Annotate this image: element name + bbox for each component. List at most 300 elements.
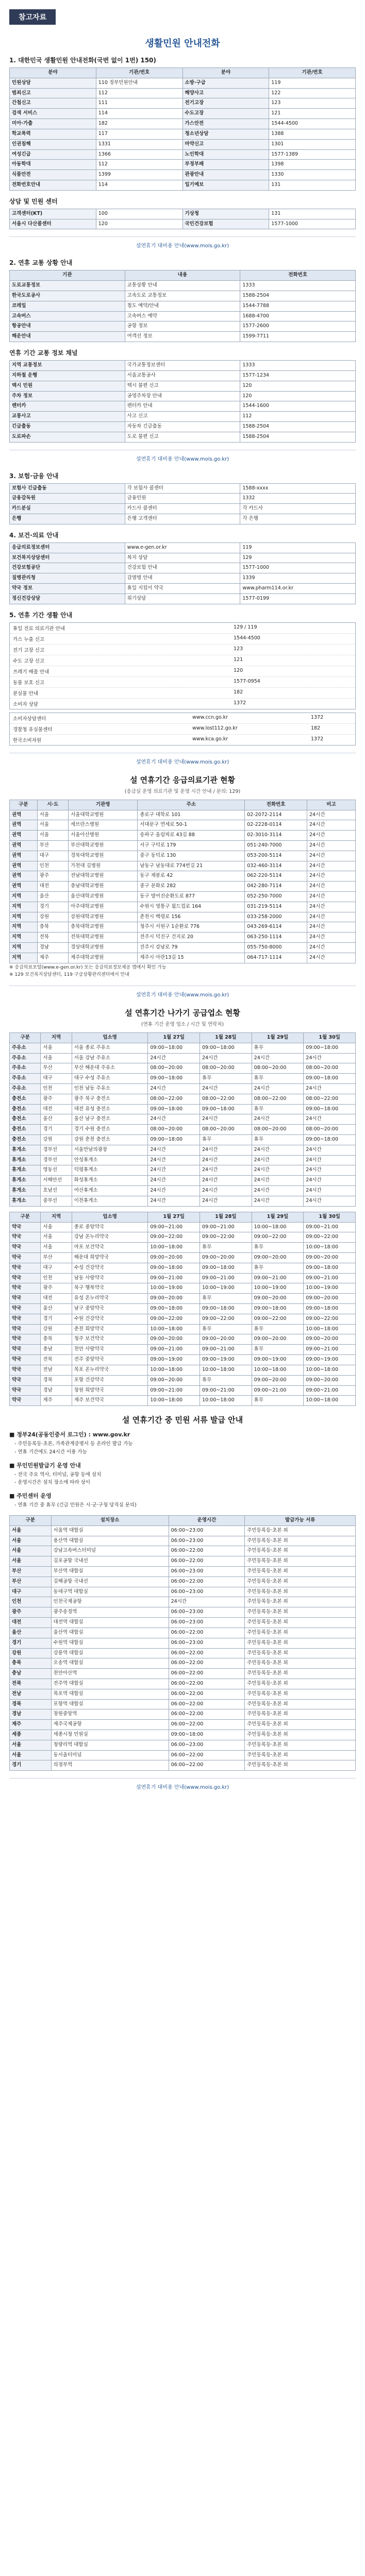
table-cell: 1330 [269,170,356,180]
table-cell: 24시간 [307,851,356,861]
table-cell: 02-2228-0114 [245,820,307,831]
table-row [10,98,356,109]
table-cell: 1599-7711 [240,332,356,342]
table-row [10,1232,356,1243]
table-cell: 마포 보건약국 [72,1243,148,1253]
section1-body [10,78,356,190]
table-cell: 042-280-7114 [245,882,307,892]
table-row [10,139,356,149]
table-cell: 10:00~19:00 [252,1283,304,1294]
table-cell: 주유소 [10,1063,41,1074]
table-cell: 부산 [10,1577,52,1587]
contact-link[interactable]: www.lost112.go.kr [192,725,238,731]
table-row [10,1750,356,1760]
table-cell: 전북 [41,1355,72,1365]
table-cell: 02-3010-3114 [245,831,307,841]
table-cell: 마약신고 [182,139,269,149]
table-cell: 24시간 [148,1155,200,1165]
table-cell: 서구 구덕로 179 [138,840,245,851]
list-item-label: 휴일 진료 의료기관 안내 [13,625,65,632]
table-cell: 09:00~19:00 [252,1355,304,1365]
table-cell: 1333 [240,281,356,291]
kiosk-table-body [10,1526,356,1771]
table-row [10,504,356,514]
table-cell: 10:00~19:00 [148,1283,200,1294]
table-cell: 서울 [37,831,68,841]
table-cell: 강릉역 대합실 [51,1648,169,1658]
table-cell: 미아·가출 [10,119,96,129]
supply-table-title: 설 연휴기간 나가기 공급업소 현황 [125,1008,240,1018]
table-cell: 광주 [10,1607,52,1618]
table-row [10,361,356,371]
table-row [10,78,356,88]
list-item [10,666,355,677]
table-cell: 인천 [37,861,68,871]
table-row [10,1053,356,1063]
table-cell: 1339 [240,573,356,584]
table-cell: 09:00~22:00 [148,1314,200,1324]
table-cell: 주민등록등·초본 외 [245,1536,356,1546]
table-cell: 주민등록등·초본 외 [245,1648,356,1658]
table-cell: 24시간 [304,1196,356,1206]
table-cell: 철도 예약/안내 [125,301,240,311]
table-cell: 천안아산역 [51,1669,169,1679]
table-cell: 해운대 희망약국 [72,1252,148,1263]
list-item-value: 129 / 119 [234,624,257,630]
table-row [10,1709,356,1720]
column-header: 분야 [10,68,96,78]
table-cell: 강남 온누리약국 [72,1232,148,1243]
table-cell: 110 정부민원안내 [96,78,182,88]
column-header: 기관/번호 [269,68,356,78]
table-row [10,882,356,892]
table-cell: 택시 불편 신고 [125,381,240,391]
table-cell: 053-200-5114 [245,851,307,861]
table-row [10,594,356,604]
table-cell: 경북대학교병원 [69,851,138,861]
table-cell: 24시간 [200,1114,252,1125]
table-cell: 주민등록등·초본 외 [245,1526,356,1536]
emergency-table-title: 설 연휴기간 응급의료기관 현황 [129,775,236,785]
list-item-value: 120 [234,667,243,673]
table-cell: 용산역 대합실 [51,1536,169,1546]
table-cell: 서울 [10,1536,52,1546]
table-cell: 부산 [10,1567,52,1577]
section2b-title: 연휴 기간 교통 정보 채널 [9,349,78,357]
table-cell: 24시간 [148,1165,200,1176]
table-cell: 휴무 [200,1135,252,1145]
table-cell: 06:00~22:00 [169,1709,245,1720]
table-cell: 09:00~22:00 [304,1232,356,1243]
text-line: - 주민등록등·초본, 가족관계증명서 등 온라인 발급 가능 [14,1441,133,1447]
table-cell: 24시간 [307,953,356,963]
table-row [10,281,356,291]
table-cell: 경남 [37,943,68,953]
table-cell: 여객선 정보 [125,332,240,342]
table-cell: 24시간 [304,1083,356,1094]
table-row [10,291,356,301]
table-cell: 강원 [41,1135,72,1145]
table-row [10,1243,356,1253]
table-cell: 창원 희망약국 [72,1385,148,1396]
table-cell: 제주 보건약국 [72,1396,148,1406]
table-cell: 09:00~20:00 [148,1294,200,1304]
table-cell: 09:00~22:00 [252,1232,304,1243]
table-cell: 서울 [41,1232,72,1243]
contact-link[interactable]: www.kca.go.kr [192,736,228,742]
table-row [10,943,356,953]
table-cell: 09:00~20:00 [200,1252,252,1263]
note-line: ※ 응급의료포털(www.e-gen.or.kr) 또는 응급의료정보제공 앱에서 확인 가능 [9,964,167,970]
table-cell: 24시간 [200,1176,252,1186]
column-header: 주소 [138,800,245,810]
table-cell: 휴게소 [10,1176,41,1186]
table-cell: 약국 [10,1294,41,1304]
table-cell: 주민등록등·초본 외 [245,1658,356,1669]
table-cell: 카드분실 [10,504,125,514]
section4-title: 4. 보건·의료 안내 [9,531,59,539]
contact-text: 182 [311,725,321,731]
table-cell: 24시간 [169,1597,245,1607]
table-cell: 해양사고 [182,88,269,98]
text-line: - 연휴 기간 중 휴무 (긴급 민원은 시·군·구청 당직실 문의) [14,1502,137,1509]
table-cell: 08:00~22:00 [148,1094,200,1104]
table-row [10,119,356,129]
table-row [10,1043,356,1053]
table-row [10,219,356,229]
table-cell: 약국 [10,1243,41,1253]
section5-title: 5. 연휴 기간 생활 안내 [9,611,73,619]
table-cell: 창원중앙역 [51,1709,169,1720]
table-cell: 서울역 대합실 [51,1526,169,1536]
table-cell: 112 [240,412,356,422]
section4-body [10,543,356,604]
table-cell: 대구 [37,851,68,861]
column-header: 구분 [10,1515,52,1526]
table-cell: 121 [269,109,356,119]
table-cell: 24시간 [148,1176,200,1186]
section3-body [10,483,356,524]
table-cell: 10:00~18:00 [148,1396,200,1406]
table-row [10,1536,356,1546]
table-cell: 서울 [37,820,68,831]
table-cell: 경북 [41,1375,72,1385]
table-cell: 인천 [41,1083,72,1094]
supply-table-body [10,1043,356,1206]
table-cell: 소방·구급 [182,78,269,88]
table-cell: 약국 [10,1222,41,1232]
table-cell: 111 [96,98,182,109]
table-cell: 06:00~23:00 [169,1607,245,1618]
table-cell: 09:00~18:00 [200,1263,252,1273]
table-header-row [10,68,356,78]
table-cell: 122 [269,88,356,98]
table-cell: 24시간 [148,1186,200,1196]
table-cell: 24시간 [200,1186,252,1196]
table-cell: 주민등록등·초본 외 [245,1546,356,1556]
table-cell: 09:00~20:00 [304,1252,356,1263]
table-cell: 06:00~23:00 [169,1536,245,1546]
column-header: 내용 [125,270,240,281]
column-header: 1월 28일 [200,1212,252,1222]
table-cell: 권역 [10,861,38,871]
table-row [10,553,356,563]
table-cell: 대전 유성 충전소 [72,1104,148,1114]
column-header: 시·도 [37,800,68,810]
table-row [10,933,356,943]
table-cell: 휴무 [200,1074,252,1084]
table-cell: 24시간 [252,1083,304,1094]
table-cell: 08:00~22:00 [304,1094,356,1104]
table-cell: 06:00~23:00 [169,1526,245,1536]
emergency-table [9,800,356,963]
table-cell: 휴게소 [10,1165,41,1176]
table-row [10,1648,356,1658]
table-row [10,1263,356,1273]
table-cell: 세브란스병원 [69,820,138,831]
table-row [10,514,356,524]
table-cell: 휴게소 [10,1155,41,1165]
table-cell: 약국 [10,1334,41,1345]
table-row [10,180,356,190]
table-cell: 지역 교통정보 [10,361,125,371]
table-cell: 10:00~18:00 [148,1324,200,1334]
list-item-label: 동물 보호 신고 [13,680,45,686]
table-cell: 울산 [41,1114,72,1125]
table-cell: 각 보험사 콜센터 [125,483,240,494]
table-cell: 051-240-7000 [245,840,307,851]
table-cell: 제주 [10,1720,52,1730]
table-cell: 09:00~22:00 [200,1314,252,1324]
table-row [10,1638,356,1648]
table-cell: 택시 민원 [10,381,125,391]
list-item-value: 182 [234,689,243,695]
table-cell: 10:00~19:00 [200,1283,252,1294]
table-cell: 종로구 대학로 101 [138,810,245,820]
table-cell: 06:00~22:00 [169,1750,245,1760]
table-cell: 043-269-6114 [245,922,307,933]
table-row [10,370,356,381]
table-cell: 1577-2600 [240,321,356,332]
table-cell: 충전소 [10,1104,41,1114]
table-cell: 09:00~22:00 [252,1314,304,1324]
table-cell: 서울시 다산콜센터 [10,219,96,229]
table-cell: 전북 [37,933,68,943]
table-cell: 09:00~21:00 [148,1345,200,1355]
table-cell: 감염병 안내 [125,573,240,584]
table-cell: 도로 불편 신고 [125,432,240,442]
list-item-label: 수도 고장 신고 [13,658,45,664]
table-cell: 울산역 대합실 [51,1628,169,1638]
table-row [10,391,356,401]
table-cell: 08:00~22:00 [200,1094,252,1104]
table-cell: 09:00~21:00 [304,1222,356,1232]
column-header: 지역 [41,1032,72,1043]
list-item [10,699,355,709]
table-cell: 수성 건강약국 [72,1263,148,1273]
table-row [10,1658,356,1669]
table-cell: 서울만남의광장 [72,1145,148,1155]
table-cell: 117 [96,129,182,139]
table-cell: 09:00~20:00 [200,1334,252,1345]
table-cell: 24시간 [307,892,356,902]
table-cell: 공항 정보 [125,321,240,332]
table-cell: 서울 [10,1750,52,1760]
table-row [10,149,356,160]
table-cell: 약국 [10,1355,41,1365]
table-cell: 08:00~20:00 [200,1063,252,1074]
table-cell: 검색 서비스 [10,109,96,119]
table-cell: 06:00~22:00 [169,1658,245,1669]
table-row [10,1730,356,1740]
column-header: 구분 [10,800,38,810]
table-cell: 동대구역 대합실 [51,1587,169,1597]
table-cell: 24시간 [148,1196,200,1206]
table-cell: 건강보험 안내 [125,563,240,573]
table-row [10,1628,356,1638]
table-cell: 약국 [10,1375,41,1385]
section1b-table [9,209,356,230]
table-cell: 지역 [10,943,38,953]
table-cell: 경부선 [41,1145,72,1155]
table-cell: 휴게소 [10,1145,41,1155]
table-cell: 카드사 콜센터 [125,504,240,514]
table-cell: 10:00~18:00 [200,1396,252,1406]
table-cell: 울산 [41,1304,72,1314]
pharmacy-table [9,1212,356,1406]
table-cell: 목포역 대합실 [51,1689,169,1699]
table-cell: 국민건강보험 [182,219,269,229]
table-cell: 지역 [10,953,38,963]
table-cell: 1588-xxxx [240,483,356,494]
section2-table [9,270,356,342]
civil-docs-lines [9,1430,356,1509]
table-cell: 해운안내 [10,332,125,342]
table-cell: 강원 [41,1324,72,1334]
table-cell: 09:00~18:00 [148,1074,200,1084]
table-row [10,1699,356,1709]
table-cell: 울산 [37,892,68,902]
table-cell: 24시간 [200,1083,252,1094]
section1-title: 1. 대한민국 생활민원 안내전화(국번 없이 1번) 150) [9,57,156,64]
table-cell: 09:00~19:00 [148,1355,200,1365]
page-footer: 설연휴기 대비용 안내(www.mois.go.kr) [9,450,356,462]
table-cell: 24시간 [252,1186,304,1196]
table-cell: 08:00~20:00 [200,1125,252,1135]
table-cell: 지역 [10,892,38,902]
table-cell: 09:00~20:00 [148,1334,200,1345]
table-cell: 전기고장 [182,98,269,109]
table-cell: 휴무 [252,1396,304,1406]
table-cell: 24시간 [307,861,356,871]
table-cell: 충북대학교병원 [69,922,138,933]
table-cell: 경부선 [41,1155,72,1165]
table-cell: 진주시 강남로 79 [138,943,245,953]
table-header-row [10,1212,356,1222]
table-cell: 서울대학교병원 [69,810,138,820]
table-row [10,1587,356,1597]
table-cell: 서울 [41,1053,72,1063]
table-cell: 남동구 남동대로 774번길 21 [138,861,245,871]
table-cell: 09:00~18:00 [200,1104,252,1114]
table-cell: 09:00~21:00 [252,1273,304,1283]
table-cell: 09:00~20:00 [304,1294,356,1304]
table-cell: 약국 [10,1385,41,1396]
table-cell: 주민등록등·초본 외 [245,1760,356,1771]
table-cell: 1399 [96,170,182,180]
table-cell: 부산대학교병원 [69,840,138,851]
table-cell: 휴무 [252,1104,304,1114]
table-row [10,1273,356,1283]
table-row [10,332,356,342]
table-cell: 대전 [10,1618,52,1628]
table-cell: 전화번호안내 [10,180,96,190]
table-cell: 08:00~20:00 [252,1125,304,1135]
table-row [10,1186,356,1196]
table-cell: 24시간 [148,1083,200,1094]
table-row [10,1074,356,1084]
table-cell: www.pharm114.or.kr [240,584,356,594]
table-cell: 충남 [10,1669,52,1679]
table-cell: 세종 [10,1730,52,1740]
table-cell: 112 [96,88,182,98]
table-cell: 전북대학교병원 [69,933,138,943]
kiosk-table [9,1515,356,1771]
table-row [10,1526,356,1536]
table-cell: 09:00~18:00 [148,1304,200,1314]
table-cell: 09:00~21:00 [200,1385,252,1396]
table-cell: 24시간 [148,1053,200,1063]
table-row [10,861,356,871]
list-item-label: 전기 고장 신고 [13,647,45,653]
table-cell: 강원 춘천 충전소 [72,1135,148,1145]
table-cell: 고속버스 [10,311,125,321]
column-header: 기관/번호 [96,68,182,78]
table-cell: 서해안선 [41,1176,72,1186]
table-cell: 전주시 덕진구 건지로 20 [138,933,245,943]
table-cell: 10:00~18:00 [252,1365,304,1375]
contact-link[interactable]: www.ccn.go.kr [192,714,228,720]
table-cell: 휴무 [252,1243,304,1253]
table-cell: 24시간 [200,1196,252,1206]
table-row [10,1760,356,1771]
table-cell: 덕평휴게소 [72,1165,148,1176]
table-cell: 울산대학교병원 [69,892,138,902]
table-cell: 인천 [10,1597,52,1607]
text-line: - 연휴 기간에도 24시간 이용 가능 [14,1449,87,1455]
table-row [10,820,356,831]
table-row [10,381,356,391]
contact-text: 경찰청 유실물센터 [13,726,53,733]
table-cell: 권역 [10,871,38,882]
table-row [10,871,356,882]
text-line: - 전국 주요 역사, 터미널, 공항 등에 설치 [14,1471,102,1478]
table-row [10,1063,356,1074]
table-cell: 사고 신고 [125,412,240,422]
section2-body [10,281,356,342]
table-row [10,209,356,219]
table-cell: 약국 [10,1324,41,1334]
table-cell: 09:00~20:00 [252,1375,304,1385]
table-cell: 24시간 [148,1145,200,1155]
column-header: 1월 29일 [252,1212,304,1222]
table-row [10,573,356,584]
table-cell: 남동 사랑약국 [72,1273,148,1283]
table-cell: 춘천시 백령로 156 [138,912,245,922]
table-cell: 1366 [96,149,182,160]
table-cell: 경기 수원 충전소 [72,1125,148,1135]
table-cell: 주민등록등·초본 외 [245,1699,356,1709]
